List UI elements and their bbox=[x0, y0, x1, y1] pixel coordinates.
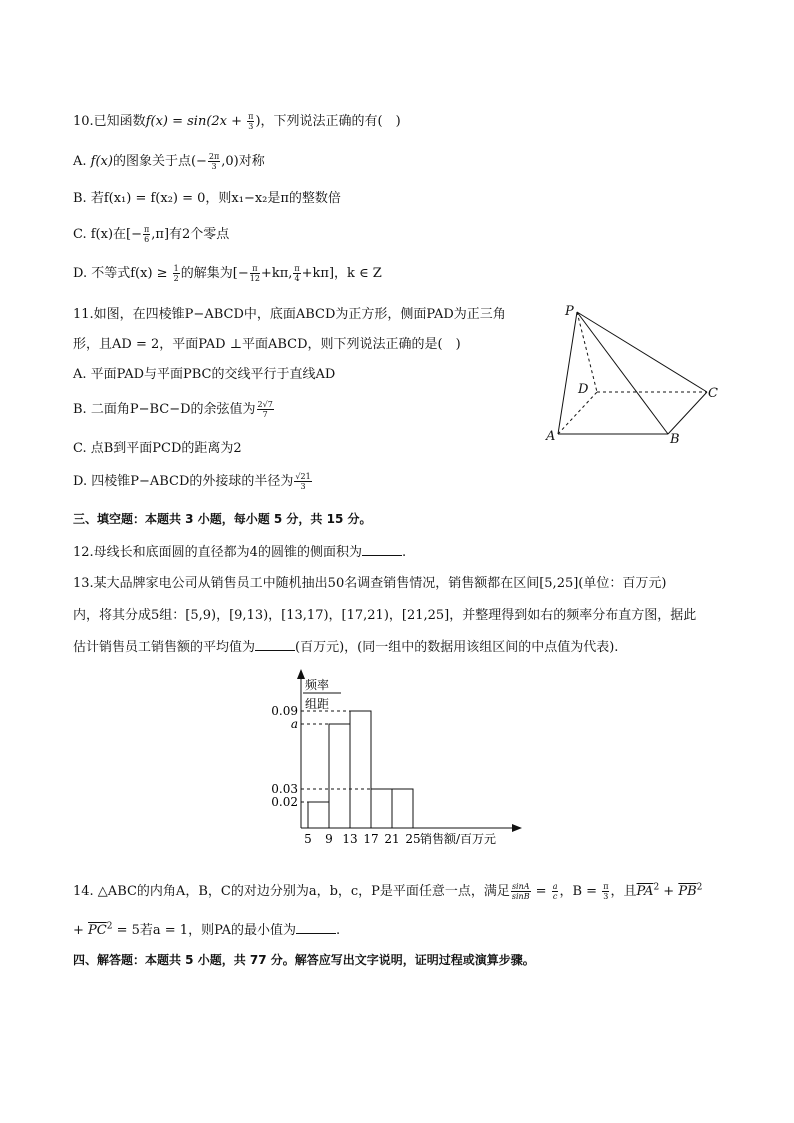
section-4-heading: 四、解答题：本题共 5 小题，共 77 分。解答应写出文字说明，证明过程或演算步骤。 bbox=[73, 953, 535, 967]
q10-option-d: D. 不等式f(x) ≥ $\frac{1}{2}$ 的解集为[− $\frac{\pi}{12}$ +kπ, $\frac{\pi}{4}$ +kπ]，k ∈ Z bbox=[73, 264, 382, 283]
y-label-bottom: 组距 bbox=[305, 697, 330, 711]
x-tick-label: 9 bbox=[325, 832, 333, 846]
q11-line1: 11.如图，在四棱锥P−ABCD中，底面ABCD为正方形，侧面PAD为正三角 bbox=[73, 307, 506, 322]
label-d: D bbox=[578, 382, 589, 397]
y-axis-arrow bbox=[297, 669, 305, 679]
histogram-bar bbox=[371, 789, 392, 828]
x-tick-label: 17 bbox=[363, 832, 379, 846]
edge-pc bbox=[577, 312, 707, 392]
section-3-heading: 三、填空题：本题共 3 小题，每小题 5 分，共 15 分。 bbox=[73, 512, 372, 526]
q11-option-b: B. 二面角P−BC−D的余弦值为 $\frac{2√7}{7}$ bbox=[73, 400, 273, 419]
q13-line3: 估计销售员工销售额的平均值为 (百万元)，(同一组中的数据用该组区间的中点值为代表). bbox=[73, 640, 619, 655]
q10-option-a: A. f(x)的图象关于点(− $\frac{2\pi}{3}$ ,0)对称 bbox=[73, 152, 265, 171]
q13-line2: 内，将其分成5组：[5,9)，[9,13)，[13,17)，[17,21)，[21,25]，并整理得到如右的频率分布直方图，据此 bbox=[73, 608, 697, 623]
answer-blank bbox=[296, 921, 336, 934]
edge-pb bbox=[577, 312, 668, 434]
q13-line1: 13.某大品牌家电公司从销售员工中随机抽出50名调查销售情况，销售额都在区间[5,25](单位：百万元) bbox=[73, 576, 667, 591]
label-a: A bbox=[546, 429, 556, 444]
pyramid-figure bbox=[540, 300, 730, 450]
y-tick-label: a bbox=[290, 717, 298, 731]
y-label-top: 频率 bbox=[305, 678, 330, 692]
histogram-bar bbox=[308, 802, 329, 828]
x-tick-label: 5 bbox=[304, 832, 312, 846]
q11-line2: 形，且AD = 2，平面PAD ⊥平面ABCD，则下列说法正确的是( ) bbox=[73, 337, 461, 352]
q11-option-a: A. 平面PAD与平面PBC的交线平行于直线AD bbox=[73, 367, 336, 382]
y-tick-label: 0.03 bbox=[271, 782, 298, 796]
histogram-bar bbox=[329, 724, 350, 828]
answer-blank bbox=[362, 543, 402, 556]
q11-option-d: D. 四棱锥P−ABCD的外接球的半径为 $\frac{√21}{3}$ bbox=[73, 472, 311, 491]
label-p: P bbox=[565, 304, 574, 319]
q14-line2: + $\overline{PC}^2 = 5$若a = 1，则PA的最小值为 . bbox=[73, 921, 341, 938]
q11-option-c: C. 点B到平面PCD的距离为2 bbox=[73, 441, 242, 456]
label-b: B bbox=[670, 432, 680, 447]
histogram-bar bbox=[350, 711, 371, 828]
edge-bc bbox=[668, 392, 707, 434]
q10-stem: 10.已知函数f(x) = sin(2x + $\frac{\pi}{3}$ )，下列说法正确的有( ) bbox=[73, 112, 401, 131]
x-axis-arrow bbox=[512, 824, 522, 832]
x-tick-label: 21 bbox=[384, 832, 400, 846]
x-tick-label: 25 bbox=[405, 832, 421, 846]
answer-blank bbox=[255, 638, 295, 651]
q12: 12.母线长和底面圆的直径都为4的圆锥的侧面积为 . bbox=[73, 545, 407, 560]
x-axis-label: 销售额/百万元 bbox=[420, 832, 497, 846]
x-tick-label: 13 bbox=[342, 832, 358, 846]
edge-pd bbox=[577, 312, 597, 392]
q10-option-c: C. f(x)在[− $\frac{\pi}{6}$ ,π]有2个零点 bbox=[73, 225, 230, 244]
y-tick-label: 0.09 bbox=[271, 704, 298, 718]
y-tick-label: 0.02 bbox=[271, 795, 298, 809]
label-c: C bbox=[708, 386, 718, 401]
q10-option-b: B. 若f(x₁) = f(x₂) = 0，则x₁−x₂是π的整数倍 bbox=[73, 191, 341, 206]
histogram bbox=[260, 668, 540, 850]
histogram-bar bbox=[392, 789, 413, 828]
edge-pa bbox=[558, 312, 577, 434]
q14-line1: 14. △ABC的内角A，B，C的对边分别为a，b，c，P是平面任意一点，满足 $\frac{\sin A}{\sin B}$ = $\frac{a}{c}$ ，B = $\frac{\pi}{3}$ ，且$\overline{PA}^2 + \overline{PB}^2$ bbox=[73, 882, 703, 901]
